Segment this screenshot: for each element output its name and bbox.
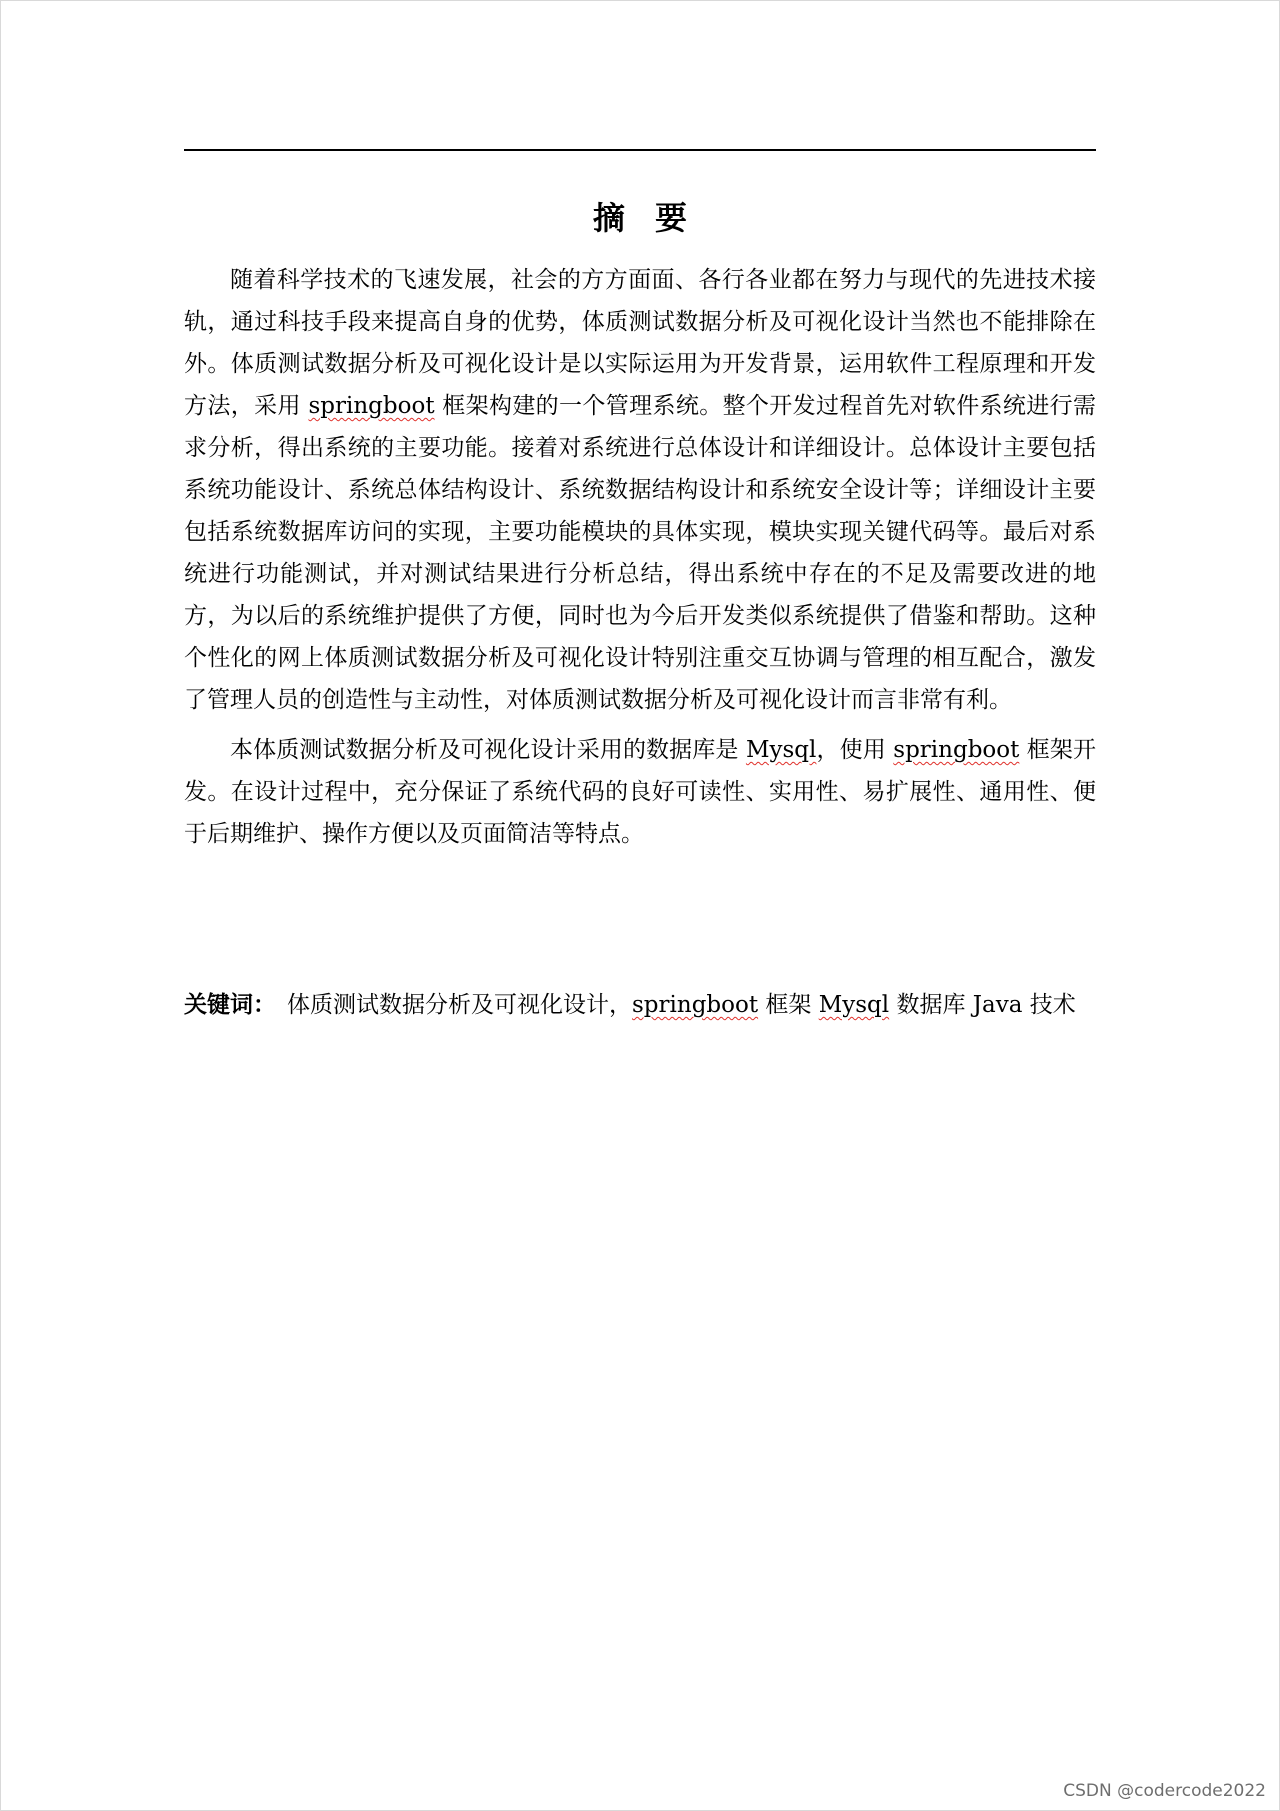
keywords-text-b: 框架	[758, 992, 819, 1018]
paragraph-1-text-b: 框架构建的一个管理系统。整个开发过程首先对软件系统进行需求分析，得出系统的主要功能。接着对系统进行总体设计和详细设计。总体设计主要包括系统功能设计、系统总体结构设计、系统数据结构设计和系统安全设计等；详细设计主要包括系统数据库访问的实现，主要功能模块的具体实现，模块实现关键代码等。最后对系统进行功能测试，并对测试结果进行分析总结，得出系统中存在的不足及需要改进的地方，为以后的系统维护提供了方便，同时也为今后开发类似系统提供了借鉴和帮助。这种个性化的网上体质测试数据分析及可视化设计特别注重交互协调与管理的相互配合，激发了管理人员的创造性与主动性，对体质测试数据分析及可视化设计而言非常有利。	[184, 393, 1097, 713]
keywords-text	[287, 984, 1096, 1026]
paragraph-2-text-a: 本体质测试数据分析及可视化设计采用的数据库是	[230, 737, 746, 763]
abstract-paragraph-2	[184, 729, 1096, 855]
paragraph-1-text-a: 随着科学技术的飞速发展，社会的方方面面、各行各业都在努力与现代的先进技术接轨，通过科技手段来提高自身的优势，体质测试数据分析及可视化设计当然也不能排除在外。体质测试数据分析及可视化设计是以实际运用为开发背景，运用软件工程原理和开发方法，采用	[184, 267, 1096, 419]
keywords-text-a: 体质测试数据分析及可视化设计，	[287, 992, 632, 1018]
csdn-watermark: CSDN @codercode2022	[1063, 1781, 1266, 1801]
keyword-mysql: Mysql	[818, 992, 890, 1018]
keywords-label: 关键词：	[184, 992, 276, 1018]
term-springboot: springboot	[308, 393, 435, 419]
abstract-paragraph-1	[184, 259, 1096, 721]
page-title: 摘要	[592, 199, 717, 237]
keyword-springboot: springboot	[632, 992, 759, 1018]
paragraph-2-text-c: 框架开发。在设计过程中，充分保证了系统代码的良好可读性、实用性、易扩展性、通用性、便于后期维护、操作方便以及页面简洁等特点。	[184, 737, 1097, 847]
header-rule	[184, 149, 1096, 151]
paragraph-2-text-b: ，使用	[816, 737, 894, 763]
term-springboot: springboot	[893, 737, 1020, 763]
abstract-body	[184, 259, 1096, 863]
keywords-text-c: 数据库 Java 技术	[889, 992, 1076, 1018]
keywords-section	[184, 984, 1096, 1026]
term-mysql: Mysql	[745, 737, 817, 763]
